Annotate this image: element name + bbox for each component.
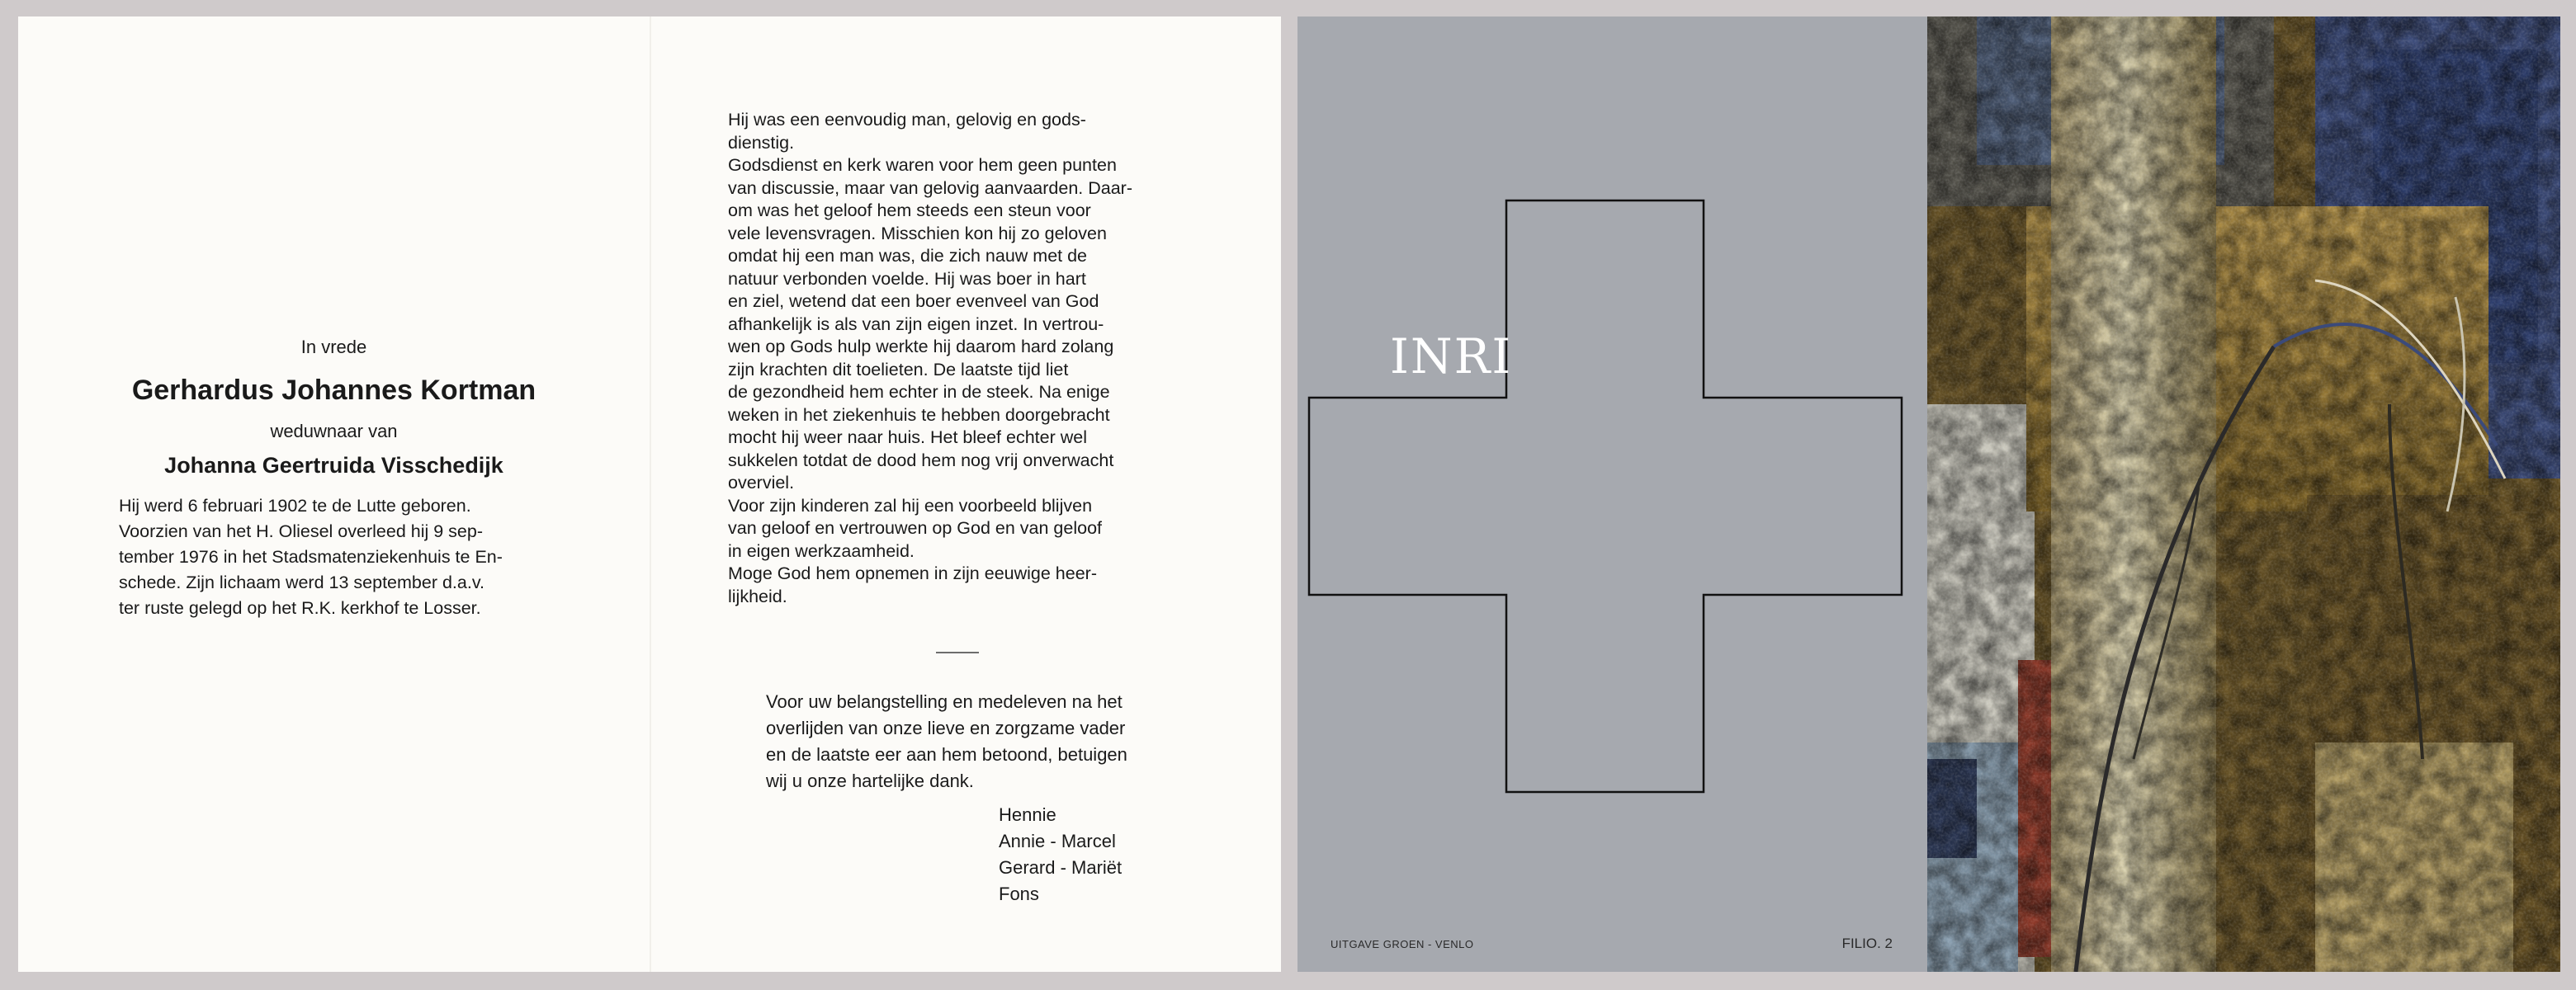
reflection-line: mocht hij weer naar huis. Het bleef echter wel <box>728 427 1087 447</box>
publisher-label: UITGAVE GROEN - VENLO <box>1331 938 1474 950</box>
reflection-line: wen op Gods hulp werkte hij daarom hard zolang <box>728 337 1114 356</box>
reflection-line: omdat hij een man was, die zich nauw met de <box>728 246 1088 266</box>
signer: Annie - Marcel <box>999 831 1116 851</box>
widower-label: weduwnaar van <box>270 421 398 441</box>
cross-outline <box>1297 16 1931 972</box>
thanks-line: Voor uw belangstelling en medeleven na het <box>766 691 1123 712</box>
cross-icon <box>1309 200 1902 792</box>
reflection-line: Moge God hem opnemen in zijn eeuwige heer- <box>728 563 1097 583</box>
reflection-line: om was het geloof hem steeds een steun voor <box>728 200 1091 220</box>
section-divider <box>936 652 979 653</box>
reflection-line: weken in het ziekenhuis te hebben doorgebracht <box>728 404 1110 425</box>
reflection-line: Godsdienst en kerk waren voor hem geen punten <box>728 155 1117 175</box>
reflection-line: de gezondheid hem echter in de steek. Na enige <box>728 382 1110 402</box>
bio-line: Voorzien van het H. Oliesel overleed hij 9 sep- <box>119 521 483 541</box>
thanks-line: en de laatste eer aan hem betoond, betuigen <box>766 744 1127 765</box>
thanks-line: wij u onze hartelijke dank. <box>766 771 974 791</box>
reflection-line: en ziel, wetend dat een boer evenveel van God <box>728 291 1099 311</box>
signer: Fons <box>999 884 1039 904</box>
deceased-name: Gerhardus Johannes Kortman <box>131 375 536 406</box>
signers <box>999 802 1122 908</box>
painting-image <box>1927 16 2560 972</box>
abstract-cross-painting <box>1927 16 2560 972</box>
bio-line: Hij werd 6 februari 1902 te de Lutte geboren. <box>119 496 471 516</box>
reflection-line: van discussie, maar van gelovig aanvaarden. Daar- <box>728 177 1132 198</box>
series-label: FILIO. 2 <box>1841 936 1893 951</box>
thanks-line: overlijden van onze lieve en zorgzame vader <box>766 718 1126 738</box>
reflection-line: Hij was een eenvoudig man, gelovig en gods- <box>728 110 1086 130</box>
reflection-line: afhankelijk is als van zijn eigen inzet. In vertrou- <box>728 314 1104 334</box>
card-fold <box>650 16 651 972</box>
card-cover <box>1297 16 1931 972</box>
reflection-line: vele levensvragen. Misschien kon hij zo geloven <box>728 223 1107 243</box>
reflection-text <box>728 109 1213 608</box>
reflection-line: Voor zijn kinderen zal hij een voorbeeld blijven <box>728 495 1093 516</box>
reflection-line: natuur verbonden voelde. Hij was boer in hart <box>728 268 1086 289</box>
bio-line: tember 1976 in het Stadsmatenziekenhuis te En- <box>119 547 503 567</box>
signer: Hennie <box>999 804 1056 825</box>
reflection-line: in eigen werkzaamheid. <box>728 540 915 561</box>
reflection-line: van geloof en vertrouwen op God en van geloof <box>728 518 1103 538</box>
biography <box>119 493 606 621</box>
reflection-line: dienstig. <box>728 132 795 153</box>
reflection-line: sukkelen totdat de dood hem nog vrij onverwacht <box>728 450 1114 470</box>
bio-line: ter ruste gelegd op het R.K. kerkhof te Losser. <box>119 598 481 618</box>
memorial-card-inside <box>18 16 1281 972</box>
thanks-text <box>766 689 1213 794</box>
reflection-line: zijn krachten dit toelieten. De laatste tijd liet <box>728 359 1069 380</box>
reflection-line: overviel. <box>728 473 795 493</box>
signer: Gerard - Mariët <box>999 857 1123 878</box>
heading: In vrede <box>300 337 367 357</box>
inri-inscription: INRI <box>1390 328 1513 384</box>
spouse-name: Johanna Geertruida Visschedijk <box>164 453 503 478</box>
bio-line: schede. Zijn lichaam werd 13 september d.a.v. <box>119 573 484 592</box>
reflection-line: lijkheid. <box>728 586 787 606</box>
